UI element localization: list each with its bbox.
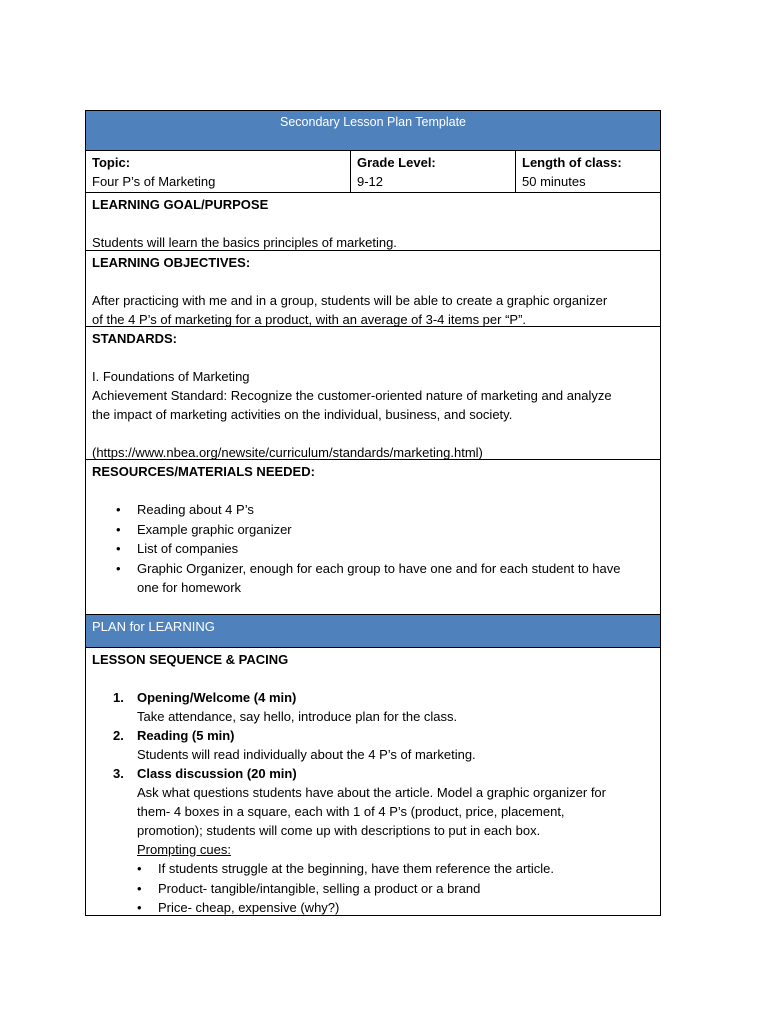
plan-title: PLAN for LEARNING [92,619,215,634]
goal-heading: LEARNING GOAL/PURPOSE [92,197,269,212]
grade-label: Grade Level: [357,155,436,170]
resources-heading: RESOURCES/MATERIALS NEEDED: [92,464,315,479]
goal-text: Students will learn the basics principles of marketing. [92,235,397,250]
step-text: promotion); students will come up with descriptions to put in each box. [137,823,541,838]
length-label: Length of class: [522,155,622,170]
step-number: 2. [113,728,124,743]
standards-line: I. Foundations of Marketing [92,369,250,384]
page-title: Secondary Lesson Plan Template [280,115,466,129]
list-item: • Example graphic organizer [92,520,654,540]
resources-list [92,500,654,578]
resources-section [86,460,660,615]
topic-value: Four P’s of Marketing [92,174,216,189]
list-item: • Graphic Organizer, enough for each group to have one and for each student to have [92,559,654,579]
grade-value: 9-12 [357,174,384,189]
topic-cell [86,151,350,192]
list-item: • Reading about 4 P’s [92,500,654,520]
list-item-continuation: one for homework [137,580,242,595]
standards-section [86,327,660,460]
step-title: Class discussion (20 min) [137,766,297,781]
objectives-heading: LEARNING OBJECTIVES: [92,255,251,270]
sequence-step [92,764,654,918]
standards-line: the impact of marketing activities on the individual, business, and society. [92,407,513,422]
topic-row [86,151,660,193]
title-bar [86,111,660,151]
objectives-section [86,251,660,327]
step-text: Ask what questions students have about the article. Model a graphic organizer for [137,785,606,800]
list-item: • Price- cheap, expensive (why?) [137,898,654,918]
lesson-plan-table [85,110,661,916]
sequence-section [86,648,660,915]
step-number: 1. [113,690,124,705]
topic-label: Topic: [92,155,131,170]
plan-section-bar [86,615,660,648]
step-text: Students will read individually about the 4 P’s of marketing. [137,747,476,762]
grade-cell [350,151,515,192]
step-number: 3. [113,766,124,781]
step-text: them- 4 boxes in a square, each with 1 of 4 P’s (product, price, placement, [137,804,565,819]
step-title: Opening/Welcome (4 min) [137,690,297,705]
sequence-step [92,688,654,726]
step-text: Take attendance, say hello, introduce plan for the class. [137,709,458,724]
cues-list [137,859,654,918]
objectives-line: of the 4 P’s of marketing for a product, with an average of 3-4 items per “P”. [92,312,527,327]
standards-heading: STANDARDS: [92,331,177,346]
standards-line: Achievement Standard: Recognize the customer-oriented nature of marketing and analyze [92,388,612,403]
prompting-cues-label: Prompting cues: [137,842,231,857]
sequence-list [92,688,654,918]
length-value: 50 minutes [522,174,586,189]
goal-section [86,193,660,251]
list-item: • List of companies [92,539,654,559]
step-title: Reading (5 min) [137,728,235,743]
list-item: • Product- tangible/intangible, selling a product or a brand [137,879,654,899]
objectives-line: After practicing with me and in a group, students will be able to create a graphic organizer [92,293,608,308]
sequence-heading: LESSON SEQUENCE & PACING [92,652,289,667]
standards-link[interactable]: (https://www.nbea.org/newsite/curriculum/standards/marketing.html) [92,445,483,460]
length-cell [515,151,660,192]
sequence-step [92,726,654,764]
list-item: • If students struggle at the beginning, have them reference the article. [137,859,654,879]
